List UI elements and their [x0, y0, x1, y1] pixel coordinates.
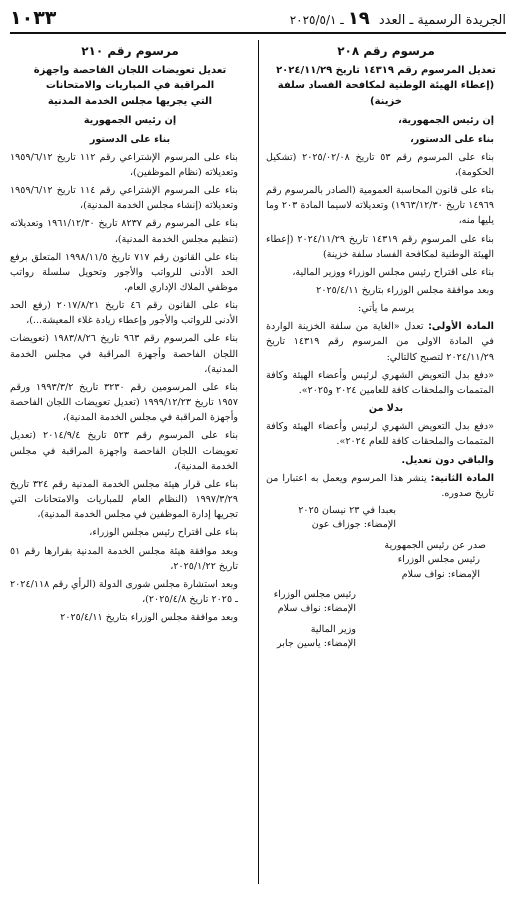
preamble-paragraph: وبعد موافقة مجلس الوزراء بتاريخ ٢٠٢٥/٤/١١: [60, 612, 238, 624]
subject-line: تعديل المرسوم رقم ١٤٣١٩ تاريخ ٢٠٢٤/١١/٢٩: [276, 64, 496, 76]
preamble-paragraph: بناء على المرسوم رقم ٥٢٣ تاريخ ٢٠١٤/٩/٤ (تعديل تعويضات اللجان الفاحصة واجهزة المراقبة في مجلس الخدمة المدنية)،: [10, 430, 239, 472]
preamble-paragraph: بناء على المرسوم الإشتراعي رقم ١١٢ تاريخ ١٩٥٩/٦/١٢ وتعديلاته (نظام الموظفين)،: [10, 151, 238, 178]
decree-subject: [266, 63, 506, 110]
preamble-paragraph: وبعد استشارة مجلس شورى الدولة (الرأي رقم ٢٠٢٤/١١٨ ـ ٢٠٢٥ تاريخ ٢٠٢٥/٤/٨)،: [10, 578, 238, 605]
pm-signature: الإمضاء: نواف سلام: [277, 603, 356, 615]
preamble-paragraph: بناء على قانون المحاسبة العمومية (الصادر بالمرسوم رقم ١٤٩٦٩ تاريخ ١٩٦٣/١٢/٣٠) وتعديلاته لاسيما المادة ٢٠٣ وما يليها منه،: [266, 185, 494, 227]
decree-title: مرسوم رقم ٢١٠: [81, 44, 179, 58]
quoted-text: «دفع بدل التعويض الشهري لرئيس وأعضاء الهيئة وكافة المتممات والملحقات كافة للعام ٢٠٢٤».: [266, 421, 494, 448]
constitution-line: بناء على الدستور: [89, 133, 171, 145]
finance-minister-signature: الإمضاء: ياسين جابر: [276, 638, 356, 650]
decrees-line: يرسم ما يأتي:: [357, 303, 415, 315]
president-intro: إن رئيس الجمهورية: [83, 115, 177, 127]
issue-date-line: بعبدا في ٢٣ نيسان ٢٠٢٥: [298, 505, 396, 517]
article-label: المادة الأولى:: [428, 321, 494, 333]
decree-title: مرسوم رقم ٢٠٨: [337, 44, 435, 58]
constitution-line: بناء على الدستور،: [410, 133, 494, 145]
article-label: المادة الثانية:: [430, 472, 494, 484]
preamble-paragraph: بناء على المرسومين رقم ٣٢٣٠ تاريخ ١٩٩٣/٣/٢ ورقم ١٩٥٧ تاريخ ١٩٩٩/١٢/٢٣ (تعديل تعويضات اللجان الفاحصة وأجهزة المراقبة في مجلس الخدمة المدنية)،: [10, 381, 238, 424]
preamble-paragraph: بناء على المرسوم الإشتراعي رقم ١١٤ تاريخ ١٩٥٩/٦/١٢ وتعديلاته (إنشاء مجلس الخدمة المدنية)،: [10, 185, 238, 212]
president-intro: إن رئيس الجمهورية،: [398, 115, 494, 127]
decree-208-column: [266, 40, 506, 886]
instead-of-heading: بدلا من: [368, 403, 404, 415]
pm-role: رئيس مجلس الوزراء: [397, 554, 480, 566]
preamble-paragraph: بناء على القانون رقم ٧١٧ تاريخ ١٩٩٨/١١/٥ المتعلق برفع الحد الأدنى للرواتب والأجور وتحويل سلسلة رواتب موظفي الملاك الإداري العام،: [10, 251, 238, 294]
decree-210-column: [10, 40, 250, 886]
issued-by: صدر عن رئيس الجمهورية: [384, 539, 486, 551]
subject-line: المراقبة في المباريات والامتحانات: [45, 80, 215, 92]
preamble-paragraph: بناء على المرسوم رقم ٥٣ تاريخ ٢٠٢٥/٠٢/٠٨ (تشكيل الحكومة)،: [266, 151, 494, 178]
article-text: تعدل «الغاية من سلفة الخزينة الواردة في المادة الاولى من المرسوم رقم ١٤٣١٩ تاريخ ٢٠٢٤/١١/٢٩ لتصبح كالتالي:: [266, 321, 495, 363]
issued-by-block: [266, 539, 506, 582]
issue-number: ١٩: [347, 7, 370, 29]
preamble-paragraph: بناء على قرار هيئة مجلس الخدمة المدنية رقم ٣٢٤ تاريخ ١٩٩٧/٣/٢٩ (النظام العام للمباريات والامتحانات التي تجريها إدارة الموظفين في مجلس الخدمة المدنية)،: [10, 478, 238, 521]
subject-line: التي يجريها مجلس الخدمة المدنية: [47, 95, 213, 107]
gazette-heading: [290, 8, 506, 29]
article-text: ينشر هذا المرسوم ويعمل به اعتبارا من تاريخ صدوره.: [266, 472, 494, 499]
preamble-paragraph: بناء على اقتراح رئيس مجلس الوزراء،: [89, 527, 238, 539]
page-header: [10, 4, 506, 34]
president-signature: الإمضاء: جوزاف عون: [311, 519, 396, 531]
quoted-text: «دفع بدل التعويض الشهري لرئيس وأعضاء الهيئة وكافة المتممات والملحقات كافة للعامين ٢٠٢٤ و٢٠٢٥».: [266, 369, 494, 396]
finance-minister-block: [266, 623, 506, 652]
signature-block: [266, 504, 506, 533]
article-1: [266, 319, 506, 364]
column-divider: [258, 40, 259, 884]
article-2: [266, 471, 506, 501]
page-number: ١٠٣٣: [10, 7, 57, 29]
finance-minister-role: وزير المالية: [310, 623, 356, 635]
pm-role: رئيس مجلس الوزراء: [273, 589, 356, 600]
pm-block: [266, 588, 506, 617]
preamble-paragraph: بناء على المرسوم رقم ٨٢٣٧ تاريخ ١٩٦١/١٢/٣٠ وتعديلاته (تنظيم مجلس الخدمة المدنية)،: [10, 218, 238, 245]
preamble-paragraph: بناء على القانون رقم ٤٦ تاريخ ٢٠١٧/٨/٢١ (رفع الحد الأدنى للرواتب والأجور وإعطاء زيادة غلاء المعيشة...)،: [10, 300, 238, 327]
subject-line: (إعطاء الهيئة الوطنية لمكافحة الفساد سلفة: [277, 80, 495, 92]
preamble-paragraph: وبعد موافقة هيئة مجلس الخدمة المدنية بقرارها رقم ٥١ تاريخ ٢٠٢٥/١/٢٢،: [10, 545, 238, 572]
gazette-title: الجريدة الرسمية ـ العدد: [378, 12, 506, 28]
issue-info: [289, 7, 374, 29]
decree-subject: [10, 63, 250, 110]
preamble-paragraph: بناء على المرسوم رقم ٩٦٣ تاريخ ١٩٨٣/٨/٢٦ (تعويضات اللجان الفاحصة وأجهزة المراقبة في مجلس الخدمة المدنية)،: [10, 333, 238, 375]
preamble-paragraph: بناء على المرسوم رقم ١٤٣١٩ تاريخ ٢٠٢٤/١١/٢٩ (إعطاء الهيئة الوطنية لمكافحة الفساد سلفة خزينة): [266, 233, 494, 260]
issue-date: ـ ٢٠٢٥/٥/١: [289, 12, 344, 27]
preamble-paragraph: وبعد موافقة مجلس الوزراء بتاريخ ٢٠٢٥/٤/١١: [316, 285, 494, 297]
preamble-paragraph: بناء على اقتراح رئيس مجلس الوزراء ووزير المالية،: [292, 266, 494, 278]
subject-line: تعديل تعويضات اللجان الفاحصة واجهزة: [33, 64, 227, 76]
subject-line: خزينة): [370, 95, 402, 107]
rest-unchanged: والباقي دون تعديل.: [401, 454, 494, 466]
pm-signature: الإمضاء: نواف سلام: [401, 568, 480, 580]
